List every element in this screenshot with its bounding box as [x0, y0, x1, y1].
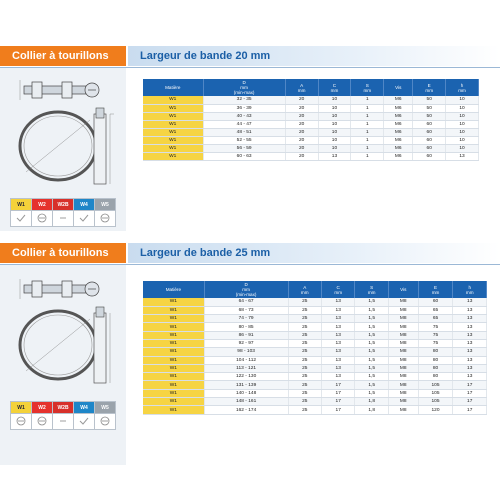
table-cell: M8: [388, 298, 418, 306]
header-s: [355, 281, 388, 298]
check-icon: [74, 211, 95, 227]
material-cell: W1: [143, 323, 204, 331]
table-row: [143, 339, 487, 347]
table-cell: 10: [318, 120, 351, 128]
material-w1: W1: [11, 402, 32, 414]
table-cell: 120: [418, 406, 453, 414]
header-s-line: mm: [367, 289, 376, 295]
table-cell: 86 - 91: [204, 331, 288, 339]
table-cell: 60: [413, 128, 446, 136]
table-cell: 80: [418, 373, 453, 381]
table-cell: 1: [351, 144, 384, 152]
table-cell: 1,5: [355, 381, 388, 389]
table-cell: 20: [285, 144, 318, 152]
header-d-line: (min-max): [233, 90, 255, 95]
table-cell: 20: [285, 104, 318, 112]
table-cell: 80: [418, 364, 453, 372]
table-row: [143, 315, 487, 323]
table-cell: 131 - 139: [204, 381, 288, 389]
table-cell: 1,5: [355, 331, 388, 339]
table-cell: 105: [418, 398, 453, 406]
diagram-panel: [0, 265, 126, 465]
table-cell: 50: [413, 104, 446, 112]
material-w5: W5: [95, 199, 116, 211]
table-cell: 50: [413, 112, 446, 120]
slot-screw-icon: [32, 414, 53, 430]
table-cell: 13: [321, 331, 354, 339]
table-cell: 60 - 63: [203, 152, 285, 160]
table-cell: 13: [453, 306, 487, 314]
header-a-line: A: [300, 82, 304, 88]
header-c-line: C: [336, 284, 340, 290]
table-cell: 20: [285, 96, 318, 104]
header-s-line: mm: [363, 87, 372, 93]
table-cell: 10: [446, 104, 479, 112]
table-cell: 17: [453, 381, 487, 389]
table-cell: M8: [388, 389, 418, 397]
table-row: [143, 112, 479, 120]
table-row: [143, 96, 479, 104]
table-cell: 140 - 148: [204, 389, 288, 397]
table-cell: M6: [384, 128, 413, 136]
table-cell: 25: [288, 331, 321, 339]
material-cell: W1: [143, 339, 204, 347]
header-vis: [384, 79, 413, 96]
table-header-row: [143, 79, 479, 96]
slot-screw-icon: [95, 211, 116, 227]
header-h-line: h: [468, 284, 471, 290]
table-cell: 10: [318, 104, 351, 112]
header-d-line: (min-max): [235, 292, 257, 297]
table-cell: 13: [321, 356, 354, 364]
table-cell: 13: [446, 152, 479, 160]
table-cell: 25: [288, 364, 321, 372]
header-h-line: mm: [465, 289, 474, 295]
header-h-line: h: [460, 82, 464, 88]
table-cell: 1,5: [355, 339, 388, 347]
table-cell: 10: [446, 144, 479, 152]
table-cell: 13: [321, 339, 354, 347]
table-cell: 17: [321, 406, 354, 414]
table-cell: 44 - 47: [203, 120, 285, 128]
table-cell: 1: [351, 136, 384, 144]
table-cell: 68 - 73: [204, 306, 288, 314]
table-cell: 25: [288, 339, 321, 347]
table-cell: 1: [351, 128, 384, 136]
table-cell: 1,5: [355, 315, 388, 323]
table-cell: M8: [388, 398, 418, 406]
material-w2b: W2B: [53, 199, 74, 211]
header-s: [351, 79, 384, 96]
table-cell: 80: [418, 348, 453, 356]
table-cell: 13: [321, 323, 354, 331]
header-e-line: mm: [431, 289, 440, 295]
table-cell: M6: [384, 152, 413, 160]
material-cell: W1: [143, 348, 204, 356]
table-cell: 13: [318, 152, 351, 160]
table-cell: 1,5: [355, 364, 388, 372]
table-cell: 13: [453, 356, 487, 364]
table-row: [143, 298, 487, 306]
table-cell: 1: [351, 120, 384, 128]
header-e-line: mm: [425, 87, 434, 93]
table-header-row: [143, 281, 487, 298]
table-row: [143, 389, 487, 397]
table-cell: 1: [351, 112, 384, 120]
table-cell: 10: [446, 120, 479, 128]
table-cell: 48 - 51: [203, 128, 285, 136]
header-a: [288, 281, 321, 298]
material-cell: W1: [143, 298, 204, 306]
table-cell: 36 - 39: [203, 104, 285, 112]
header-d: [203, 79, 285, 96]
material-cell: W1: [143, 381, 204, 389]
clamp-diagram: [6, 277, 120, 387]
table-cell: 32 - 35: [203, 96, 285, 104]
material-cell: W1: [143, 389, 204, 397]
table-cell: 13: [321, 306, 354, 314]
header-matiere-line: Matière: [165, 287, 182, 292]
table-cell: M8: [388, 348, 418, 356]
header-h: [453, 281, 487, 298]
table-cell: 80: [418, 356, 453, 364]
header-a-line: A: [303, 284, 307, 290]
header-c-line: C: [332, 82, 337, 88]
material-cell: W1: [143, 331, 204, 339]
table-cell: 1,5: [355, 373, 388, 381]
table-cell: 56 - 59: [203, 144, 285, 152]
table-cell: 13: [453, 315, 487, 323]
material-compatibility: [10, 401, 116, 430]
table-cell: 25: [288, 398, 321, 406]
section-header: [0, 46, 500, 66]
table-cell: 10: [446, 136, 479, 144]
diagram-panel: [0, 68, 126, 231]
table-cell: M8: [388, 406, 418, 414]
table-cell: 20: [285, 136, 318, 144]
table-row: [143, 136, 479, 144]
table-cell: 113 - 121: [204, 364, 288, 372]
table-cell: 98 - 103: [204, 348, 288, 356]
table-cell: 25: [288, 373, 321, 381]
material-compatibility: [10, 198, 116, 227]
table-cell: 1,8: [355, 406, 388, 414]
table-cell: M8: [388, 323, 418, 331]
dash-icon: [53, 211, 74, 227]
material-cell: W1: [143, 112, 203, 120]
material-w2b: W2B: [53, 402, 74, 414]
table-cell: 1: [351, 104, 384, 112]
table-cell: 10: [318, 128, 351, 136]
slot-screw-icon: [32, 211, 53, 227]
header-e: [413, 79, 446, 96]
table-cell: 13: [453, 298, 487, 306]
material-cell: W1: [143, 136, 203, 144]
table-cell: M8: [388, 373, 418, 381]
table-cell: 25: [288, 381, 321, 389]
table-cell: 60: [413, 136, 446, 144]
table-cell: 75: [418, 331, 453, 339]
table-cell: 13: [321, 348, 354, 356]
table-cell: M6: [384, 120, 413, 128]
table-cell: 65: [418, 315, 453, 323]
table-cell: 13: [321, 373, 354, 381]
header-s-line: S: [365, 82, 369, 88]
header-d-line: D: [242, 80, 246, 85]
header-c-line: mm: [330, 87, 339, 93]
table-row: [143, 128, 479, 136]
table-row: [143, 120, 479, 128]
table-cell: 60: [413, 120, 446, 128]
spec-table-20: [143, 79, 479, 161]
table-row: [143, 373, 487, 381]
table-cell: M8: [388, 364, 418, 372]
table-row: [143, 398, 487, 406]
table-cell: M6: [384, 104, 413, 112]
header-matiere: [143, 79, 203, 96]
table-cell: M6: [384, 136, 413, 144]
table-cell: 1,5: [355, 298, 388, 306]
header-h: [446, 79, 479, 96]
table-cell: M8: [388, 306, 418, 314]
table-cell: 105: [418, 389, 453, 397]
table-cell: 1,5: [355, 323, 388, 331]
header-e-line: E: [433, 284, 438, 290]
table-cell: 92 - 97: [204, 339, 288, 347]
table-cell: 10: [446, 128, 479, 136]
table-cell: M8: [388, 331, 418, 339]
table-row: [143, 406, 487, 414]
material-w5: W5: [95, 402, 116, 414]
material-w1: W1: [11, 199, 32, 211]
header-d: [204, 281, 288, 298]
table-cell: 20: [285, 112, 318, 120]
table-cell: 50: [413, 96, 446, 104]
table-cell: 65: [418, 306, 453, 314]
table-cell: 17: [453, 398, 487, 406]
table-cell: 13: [453, 348, 487, 356]
material-cell: W1: [143, 398, 204, 406]
header-a: [285, 79, 318, 96]
table-cell: 60: [418, 298, 453, 306]
table-cell: 1,8: [355, 398, 388, 406]
header-vis-line: Vis: [400, 287, 407, 292]
table-cell: 162 - 174: [204, 406, 288, 414]
header-matiere-line: Matière: [165, 85, 181, 90]
table-cell: M6: [384, 112, 413, 120]
header-c-line: mm: [334, 289, 343, 295]
band-width-title: Largeur de bande 20 mm: [128, 46, 500, 66]
table-cell: 20: [285, 120, 318, 128]
table-cell: 20: [285, 128, 318, 136]
table-cell: 10: [318, 112, 351, 120]
table-cell: 74 - 79: [204, 315, 288, 323]
table-cell: 52 - 55: [203, 136, 285, 144]
header-e-line: E: [427, 82, 431, 88]
table-cell: 25: [288, 298, 321, 306]
table-row: [143, 356, 487, 364]
band-width-title: Largeur de bande 25 mm: [128, 243, 500, 263]
table-cell: 13: [321, 364, 354, 372]
table-cell: 1,5: [355, 348, 388, 356]
table-cell: M6: [384, 96, 413, 104]
table-cell: 10: [446, 96, 479, 104]
table-cell: 13: [453, 323, 487, 331]
table-cell: 25: [288, 389, 321, 397]
table-cell: 13: [453, 331, 487, 339]
material-w4: W4: [74, 402, 95, 414]
table-row: [143, 144, 479, 152]
table-cell: 13: [321, 298, 354, 306]
table-row: [143, 364, 487, 372]
table-cell: M6: [384, 144, 413, 152]
header-s-line: S: [370, 284, 374, 290]
header-vis-line: Vis: [395, 85, 402, 90]
table-cell: 13: [453, 364, 487, 372]
table-cell: 10: [446, 112, 479, 120]
header-d-line: mm: [242, 287, 250, 292]
product-title: Collier à tourillons: [0, 243, 126, 263]
table-cell: 25: [288, 348, 321, 356]
clamp-diagram: [6, 78, 120, 188]
table-cell: 60: [413, 144, 446, 152]
check-icon: [11, 211, 32, 227]
table-cell: 25: [288, 315, 321, 323]
material-w2: W2: [32, 199, 53, 211]
header-matiere: [143, 281, 204, 298]
material-cell: W1: [143, 152, 203, 160]
material-cell: W1: [143, 104, 203, 112]
table-cell: 13: [453, 339, 487, 347]
table-cell: 10: [318, 136, 351, 144]
check-icon: [74, 414, 95, 430]
table-cell: M8: [388, 356, 418, 364]
header-c: [321, 281, 354, 298]
table-cell: 13: [453, 373, 487, 381]
table-cell: 122 - 130: [204, 373, 288, 381]
material-cell: W1: [143, 356, 204, 364]
material-cell: W1: [143, 144, 203, 152]
table-row: [143, 104, 479, 112]
table-cell: 60: [413, 152, 446, 160]
section-header: [0, 243, 500, 263]
header-h-line: mm: [458, 87, 466, 93]
material-cell: W1: [143, 315, 204, 323]
table-cell: 1,5: [355, 306, 388, 314]
header-d-line: D: [244, 282, 248, 287]
table-cell: M8: [388, 381, 418, 389]
material-cell: W1: [143, 306, 204, 314]
table-cell: 10: [318, 144, 351, 152]
table-cell: 64 - 67: [204, 298, 288, 306]
header-c: [318, 79, 351, 96]
table-row: [143, 306, 487, 314]
material-cell: W1: [143, 120, 203, 128]
dash-icon: [53, 414, 74, 430]
table-cell: 105: [418, 381, 453, 389]
product-title: Collier à tourillons: [0, 46, 126, 66]
table-cell: M8: [388, 315, 418, 323]
table-cell: 17: [321, 381, 354, 389]
table-cell: 25: [288, 406, 321, 414]
header-d-line: mm: [240, 85, 248, 90]
table-cell: 13: [321, 315, 354, 323]
material-cell: W1: [143, 373, 204, 381]
table-cell: 1,5: [355, 389, 388, 397]
material-w2: W2: [32, 402, 53, 414]
table-row: [143, 323, 487, 331]
header-vis: [388, 281, 418, 298]
table-row: [143, 331, 487, 339]
table-cell: 80 - 85: [204, 323, 288, 331]
table-row: [143, 348, 487, 356]
table-cell: 40 - 43: [203, 112, 285, 120]
table-cell: 1,5: [355, 356, 388, 364]
slot-screw-icon: [11, 414, 32, 430]
table-cell: 25: [288, 323, 321, 331]
spec-table-25: [143, 281, 487, 415]
table-cell: 75: [418, 339, 453, 347]
table-cell: 104 - 112: [204, 356, 288, 364]
table-cell: 10: [318, 96, 351, 104]
table-cell: 20: [285, 152, 318, 160]
material-cell: W1: [143, 128, 203, 136]
table-cell: 1: [351, 152, 384, 160]
table-row: [143, 152, 479, 160]
header-a-line: mm: [297, 87, 306, 93]
table-cell: 17: [453, 406, 487, 414]
table-row: [143, 381, 487, 389]
material-cell: W1: [143, 364, 204, 372]
table-cell: 17: [321, 398, 354, 406]
header-e: [418, 281, 453, 298]
table-cell: M8: [388, 339, 418, 347]
material-w4: W4: [74, 199, 95, 211]
slot-screw-icon: [95, 414, 116, 430]
table-cell: 1: [351, 96, 384, 104]
table-cell: 148 - 161: [204, 398, 288, 406]
header-a-line: mm: [300, 289, 309, 295]
table-cell: 25: [288, 356, 321, 364]
table-cell: 25: [288, 306, 321, 314]
table-cell: 17: [453, 389, 487, 397]
material-cell: W1: [143, 406, 204, 414]
material-cell: W1: [143, 96, 203, 104]
table-cell: 17: [321, 389, 354, 397]
table-cell: 75: [418, 323, 453, 331]
